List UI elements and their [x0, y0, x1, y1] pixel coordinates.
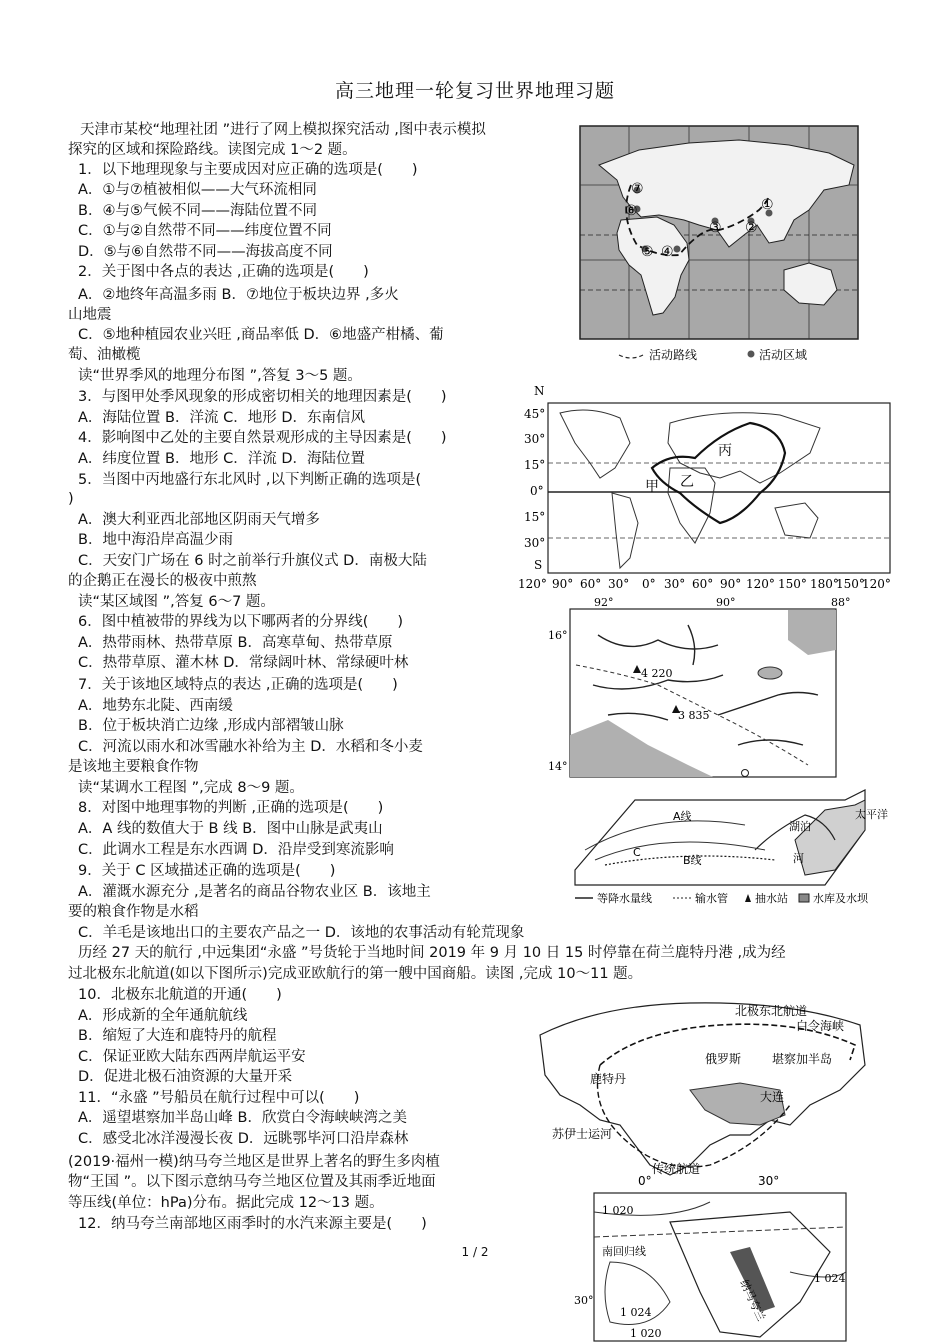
lon-label: 88° — [831, 596, 851, 609]
legend-pump: 抽水站 — [755, 892, 788, 905]
text-line: 7．关于该地区域特点的表达 ,正确的选项是( ) — [78, 677, 398, 693]
point-label: ⑦ — [631, 181, 644, 197]
lon-label: 60° — [692, 577, 714, 591]
lat-label: 45° — [524, 407, 546, 421]
text-line: 6．图中植被带的界线为以下哪两者的分界线( ) — [78, 614, 404, 630]
label-bering: 白令海峡 — [796, 1019, 845, 1033]
lon-label: 120° — [862, 577, 891, 591]
text-line: A．热带雨林、热带草原 B．高寒草甸、热带草原 — [78, 635, 393, 651]
lon-label: 92° — [594, 596, 614, 609]
page-title: 高三地理一轮复习世界地理习题 — [334, 80, 615, 102]
figure-region-map — [548, 595, 851, 780]
lon-label: 30° — [664, 577, 686, 591]
lon-label: 30° — [608, 577, 630, 591]
lon-label: 60° — [580, 577, 602, 591]
text-line: 要的粮食作物是水稻 — [68, 904, 199, 920]
lat-label: 16° — [548, 629, 568, 642]
lon-label: 0° — [642, 577, 656, 591]
text-line: 12．纳马夸兰南部地区雨季时的水汽来源主要是( ) — [78, 1216, 427, 1232]
text-line: 山地震 — [68, 307, 112, 323]
text-line: 等压线(单位：hPa)分布。据此完成 12～13 题。 — [68, 1195, 384, 1211]
text-line: C．天安门广场在 6 时之前举行升旗仪式 D．南极大陆 — [78, 553, 427, 569]
point-label: ④ — [661, 244, 674, 260]
text-line: 历经 27 天的航行 ,中远集团“永盛 ”号货轮于当地时间 2019 年 9 月 10 日 15 时停靠在荷兰鹿特丹港 ,成为经 — [78, 945, 786, 961]
label-c: C — [633, 846, 641, 859]
lon-label: 150° — [778, 577, 807, 591]
point-label: ② — [745, 220, 758, 236]
region-label: 纳马夸兰 — [737, 1277, 768, 1324]
isobar-label: 1 020 — [630, 1327, 662, 1340]
label-bing: 丙 — [718, 443, 732, 459]
lat-label: 15° — [524, 510, 546, 524]
south-label: S — [534, 558, 543, 572]
text-line: C．河流以雨水和冰雪融水补给为主 D．水稻和冬小麦 — [78, 739, 423, 755]
text-line: C．热带草原、灌木林 D．常绿阔叶林、常绿硬叶林 — [78, 655, 409, 671]
text-line: 8．对图中地理事物的判断 ,正确的选项是( ) — [78, 800, 384, 816]
label-ocean: 太平洋 — [855, 808, 888, 821]
text-line: 5．当图中丙地盛行东北风时 ,以下判断正确的选项是( — [78, 472, 422, 488]
text-line: C．羊毛是该地出口的主要农产品之一 D．该地的农事活动有轮荒现象 — [78, 925, 525, 941]
text-line: 11．“永盛 ”号船员在航行过程中可以( ) — [78, 1090, 360, 1106]
text-line: B．地中海沿岸高温少雨 — [78, 532, 233, 548]
text-line: 探究的区域和探险路线。读图完成 1～2 题。 — [68, 142, 357, 158]
text-line: C．保证亚欧大陆东西两岸航运平安 — [78, 1049, 306, 1065]
figure-arctic-route — [540, 995, 870, 1188]
lon-label: 30° — [758, 1174, 780, 1188]
label-b-line: B线 — [683, 854, 702, 867]
page-number: 1 / 2 — [461, 1245, 489, 1259]
lat-label: 0° — [530, 484, 544, 498]
text-line: 2．关于图中各点的表达 ,正确的选项是( ) — [78, 264, 369, 280]
legend-isohyet: 等降水量线 — [597, 892, 652, 905]
lat-label: 30° — [574, 1294, 594, 1307]
point-label: ⑥ — [625, 203, 638, 219]
text-line: C．感受北冰洋漫漫长夜 D．远眺鄂毕河口沿岸森林 — [78, 1131, 409, 1147]
text-line: A．①与⑦植被相似——大气环流相同 — [78, 182, 317, 198]
lat-label: 15° — [524, 458, 546, 472]
lon-label: 120° — [518, 577, 547, 591]
label-russia: 俄罗斯 — [705, 1052, 742, 1066]
isobar-label: 1 024 — [814, 1272, 846, 1285]
text-line: 读“某区域图 ”,答复 6～7 题。 — [78, 594, 275, 610]
text-line: A．澳大利亚西北部地区阴雨天气增多 — [78, 512, 320, 528]
isobar-label: 1 024 — [620, 1306, 652, 1319]
text-line: 读“某调水工程图 ”,完成 8～9 题。 — [78, 780, 304, 796]
label-lake: 湖泊 — [789, 820, 811, 833]
isobar-label: 1 020 — [602, 1204, 634, 1217]
lon-label: 150° — [836, 577, 865, 591]
text-line: B．位于板块消亡边缘 ,形成内部褶皱山脉 — [78, 718, 344, 734]
text-line: 9．关于 C 区域描述正确的选项是( ) — [78, 863, 336, 879]
text-line: A．A 线的数值大于 B 线 B．图中山脉是武夷山 — [78, 821, 383, 837]
text-line: ) — [68, 491, 74, 507]
text-line: B．缩短了大连和鹿特丹的航程 — [78, 1028, 277, 1044]
text-line: 萄、油橄榄 — [68, 347, 141, 363]
lon-label: 180° — [810, 577, 839, 591]
text-line: C．①与②自然带不同——纬度位置不同 — [78, 223, 332, 239]
tropic-label: 南回归线 — [602, 1245, 646, 1258]
label-dalian: 大连 — [760, 1090, 785, 1104]
point-label: ⑤ — [641, 244, 654, 260]
lon-label: 0° — [638, 1174, 652, 1188]
point-label: ③ — [709, 220, 722, 236]
lon-label: 90° — [716, 596, 736, 609]
point-label: ① — [761, 197, 774, 213]
text-line: C．此调水工程是东水西调 D．沿岸受到寒流影响 — [78, 842, 394, 858]
text-line: 读“世界季风的地理分布图 ”,答复 3～5 题。 — [78, 368, 362, 384]
lon-label: 90° — [552, 577, 574, 591]
label-rotterdam: 鹿特丹 — [590, 1072, 627, 1086]
peak-label: 3 835 — [678, 709, 710, 722]
text-line: 是该地主要粮食作物 — [68, 759, 199, 775]
text-line: 的企鹅正在漫长的极夜中煎熬 — [68, 573, 257, 589]
legend-pipe: 输水管 — [695, 892, 728, 905]
label-jia: 甲 — [645, 479, 659, 495]
text-line: 物“王国 ”。以下图示意纳马夸兰地区位置及其雨季近地面 — [68, 1174, 436, 1190]
text-line: D．促进北极石油资源的大量开采 — [78, 1069, 293, 1085]
lat-label: 30° — [524, 536, 546, 550]
text-line: 1．以下地理现象与主要成因对应正确的选项是( ) — [78, 162, 418, 178]
text-line: A．灌溉水源充分 ,是著名的商品谷物农业区 B．该地主 — [78, 884, 431, 900]
lat-label: 14° — [548, 760, 568, 773]
figure-water-diversion — [565, 790, 895, 910]
text-line: 过北极东北航道(如以下图所示)完成亚欧航行的第一艘中国商船。读图 ,完成 10～11 题。 — [68, 966, 643, 982]
figure-monsoon-map — [520, 383, 892, 595]
lat-label: 30° — [524, 432, 546, 446]
text-line: 4．影响图中乙处的主要自然景观形成的主导因素是( ) — [78, 430, 447, 446]
label-suez: 苏伊士运河 — [552, 1127, 613, 1141]
peak-label: 4 220 — [641, 667, 673, 680]
label-kamchatka: 堪察加半岛 — [772, 1052, 833, 1066]
figure-activity-map — [579, 125, 859, 370]
label-ne-route: 北极东北航道 — [735, 1004, 808, 1018]
legend-area: 活动区域 — [759, 348, 808, 362]
lon-label: 90° — [720, 577, 742, 591]
text-line: 天津市某校“地理社团 ”进行了网上模拟探究活动 ,图中表示模拟 — [80, 122, 486, 138]
label-a-line: A线 — [673, 810, 692, 823]
text-line: A．②地终年高温多雨 B．⑦地位于板块边界 ,多火 — [78, 287, 399, 303]
legend-reservoir: 水库及水坝 — [813, 892, 868, 905]
text-line: A．纬度位置 B．地形 C．洋流 D．海陆位置 — [78, 451, 365, 467]
text-line: B．④与⑤气候不同——海陆位置不同 — [78, 203, 317, 219]
text-line: 10．北极东北航道的开通( ) — [78, 987, 282, 1003]
legend-route: 活动路线 — [649, 348, 698, 362]
text-line: A．形成新的全年通航航线 — [78, 1008, 248, 1024]
text-line: C．⑤地种植园农业兴旺 ,商品率低 D．⑥地盛产柑橘、葡 — [78, 327, 444, 343]
text-line: A．地势东北陡、西南缓 — [78, 698, 233, 714]
text-line: D．⑤与⑥自然带不同——海拔高度不同 — [78, 244, 333, 260]
text-line: A．遥望堪察加半岛山峰 B．欣赏白令海峡峡湾之美 — [78, 1110, 407, 1126]
figure-namaqualand — [574, 1192, 850, 1342]
label-traditional: 传统航道 — [652, 1162, 701, 1176]
text-line: (2019·福州一模)纳马夸兰地区是世界上著名的野生多肉植 — [68, 1154, 440, 1170]
label-river: 河 — [793, 852, 804, 865]
north-label: N — [534, 384, 545, 398]
text-line: 3．与图甲处季风现象的形成密切相关的地理因素是( ) — [78, 389, 447, 405]
lon-label: 120° — [746, 577, 775, 591]
label-yi: 乙 — [680, 474, 694, 490]
text-line: A．海陆位置 B．洋流 C．地形 D．东南信风 — [78, 410, 365, 426]
